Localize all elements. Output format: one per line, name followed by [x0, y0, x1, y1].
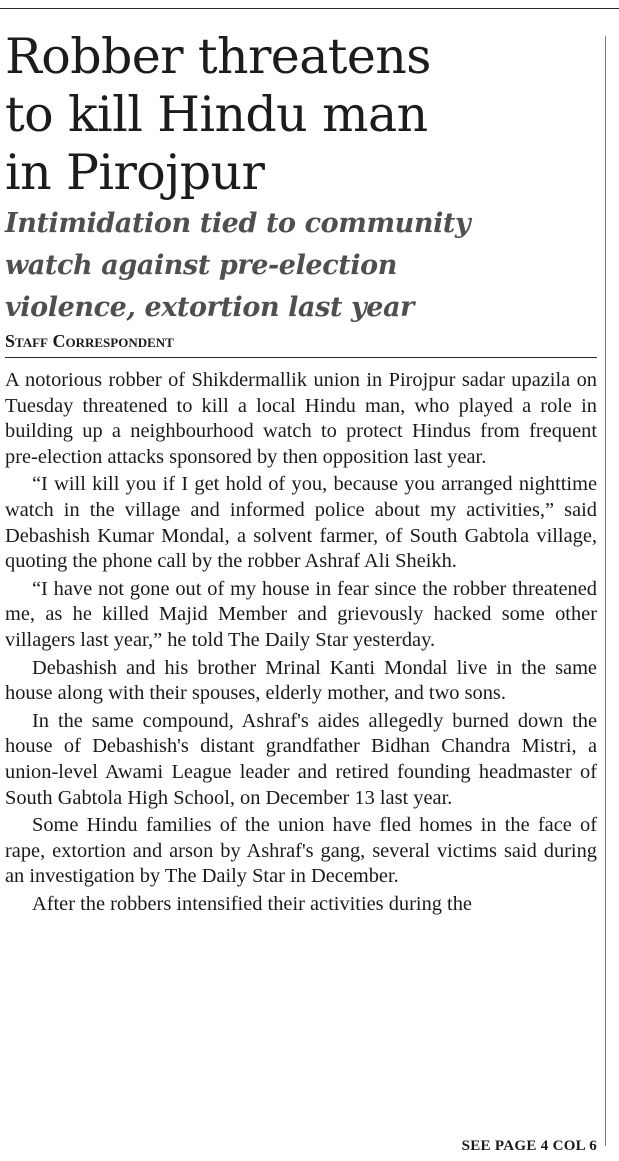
article	[5, 28, 597, 919]
paragraph: “I have not gone out of my house in fear since the robber threatened me, as he killed Majid Member and grievously hacked some other villagers last year,” he told The Daily Star yesterday.	[5, 577, 597, 651]
jump-line: SEE PAGE 4 COL 6	[461, 1138, 597, 1154]
paragraph: Some Hindu families of the union have fled homes in the face of rape, extortion and arson by Ashraf's gang, several victims said during an investigation by The Daily Star in December.	[5, 814, 597, 888]
paragraph: In the same compound, Ashraf's aides allegedly burned down the house of Debashish's distant grandfather Bidhan Chandra Mistri, a union-level Awami League leader and retired founding headmaster of South Gabtola High School, on December 13 last year.	[5, 709, 597, 809]
paragraph: Debashish and his brother Mrinal Kanti Mondal live in the same house along with their spouses, elderly mother, and two sons.	[5, 656, 597, 705]
column-rule	[605, 36, 606, 1146]
headline: Robber threatens to kill Hindu man in Pirojpur	[5, 28, 431, 201]
paragraph: A notorious robber of Shikdermallik union in Pirojpur sadar upazila on Tuesday threatened to kill a local Hindu man, who played a role in building up a neighbourhood watch to protect Hindus from frequent pre-election attacks sponsored by then opposition last year.	[5, 369, 597, 468]
paragraph: After the robbers intensified their activities during the	[32, 892, 472, 915]
byline	[5, 331, 597, 358]
paragraph: “I will kill you if I get hold of you, because you arranged nighttime watch in the village and informed police about my activities,” said Debashish Kumar Mondal, a solvent farmer, of South Gabtola village, quoting the phone call by the robber Ashraf Ali Sheikh.	[5, 473, 597, 573]
article-body	[5, 368, 597, 917]
byline-text: Staff Correspondent	[5, 331, 174, 351]
top-rule	[0, 8, 619, 9]
subheadline: Intimidation tied to community watch against pre-election violence, extortion last year	[5, 208, 471, 323]
